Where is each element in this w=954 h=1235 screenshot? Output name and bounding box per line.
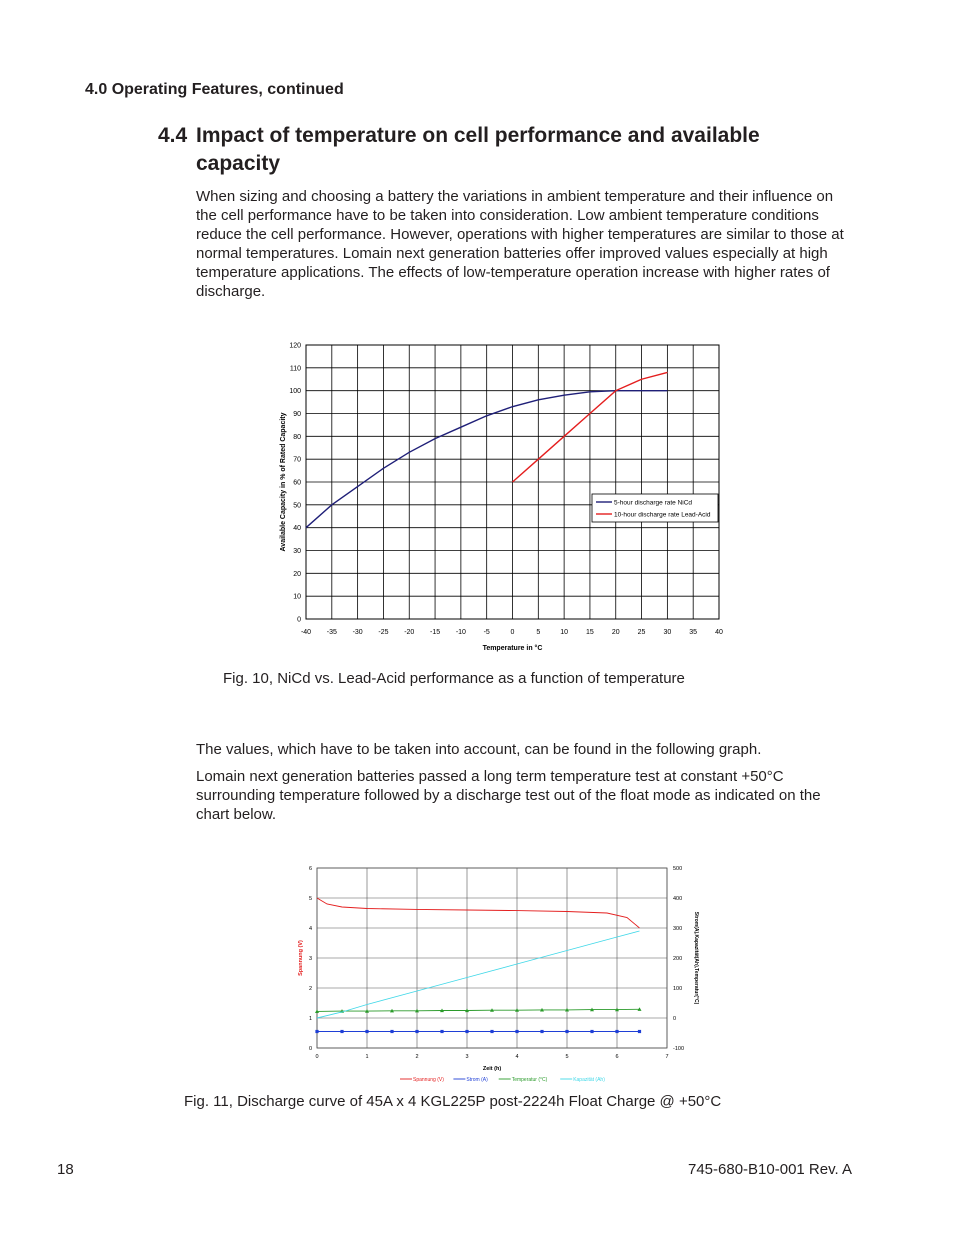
legend-label: 10-hour discharge rate Lead-Acid [614, 511, 711, 519]
legend-label: 5-hour discharge rate NiCd [614, 499, 693, 507]
x-tick-label: -10 [455, 629, 466, 636]
series-marker [340, 1030, 343, 1033]
y-tick-label: 110 [289, 365, 301, 373]
y-tick-label: 90 [293, 411, 301, 418]
heading-number: 4.4 [158, 124, 188, 147]
series-marker [315, 1030, 318, 1033]
series-marker [565, 1030, 568, 1033]
y2-tick-label: 400 [673, 896, 683, 902]
y-tick-label: 10 [293, 593, 301, 601]
x-tick-label: 0 [315, 1054, 319, 1060]
legend-label: Spannung (V) [413, 1077, 444, 1083]
figure-11-caption: Fig. 11, Discharge curve of 45A x 4 KGL225P post-2224h Float Charge @ +50°C [184, 1093, 722, 1110]
legend-label: Kapazität (Ah) [573, 1077, 605, 1083]
section-heading [158, 122, 858, 178]
series-marker [415, 1030, 418, 1033]
x-tick-label: 4 [515, 1054, 519, 1060]
heading-line1: Impact of temperature on cell performance and available [196, 124, 760, 147]
test-paragraph: Lomain next generation batteries passed a long term temperature test at constant +50°C surrounding temperature followed by a discharge test out of the float mode as indicated on the chart below. [196, 768, 821, 823]
series-marker [365, 1030, 368, 1033]
x-tick-label: 15 [586, 629, 594, 636]
series-marker [638, 1030, 641, 1033]
y-tick-label: 120 [289, 342, 301, 350]
y-tick-label: 100 [289, 388, 301, 396]
temperature-capacity-chart [270, 335, 740, 660]
y-tick-label: 30 [293, 548, 301, 555]
x-axis-title: Zeit (h) [482, 1066, 502, 1072]
y2-tick-label: -100 [673, 1046, 685, 1052]
x-tick-label: 3 [465, 1054, 469, 1060]
y2-tick-label: 500 [673, 866, 683, 872]
y2-axis-title: Strom(A),Kapazität(Ah),Temperatur(°C) [693, 911, 699, 1005]
x-tick-label: -25 [378, 629, 389, 636]
y-tick-label: 2 [308, 986, 312, 992]
series-marker [590, 1030, 593, 1033]
y-tick-label: 80 [293, 433, 301, 441]
x-tick-label: 6 [615, 1054, 619, 1060]
y-tick-label: 0 [308, 1046, 312, 1052]
x-tick-label: 40 [715, 629, 723, 636]
heading-line2: capacity [196, 152, 281, 175]
y-axis-title: Spannung (V) [298, 940, 304, 976]
figure-10-caption: Fig. 10, NiCd vs. Lead-Acid performance as a function of temperature [223, 670, 685, 687]
y-tick-label: 1 [308, 1016, 312, 1022]
y2-tick-label: 300 [673, 926, 683, 932]
x-tick-label: -15 [430, 629, 441, 636]
x-tick-label: -5 [483, 629, 490, 636]
y-tick-label: 3 [308, 956, 312, 962]
x-tick-label: 0 [510, 629, 515, 636]
y-tick-label: 6 [308, 866, 312, 872]
series-marker [515, 1030, 518, 1033]
x-tick-label: 30 [663, 629, 672, 636]
x-tick-label: 10 [560, 629, 569, 636]
x-tick-label: 20 [611, 629, 620, 636]
y2-tick-label: 0 [673, 1016, 677, 1022]
y-tick-label: 20 [293, 570, 301, 578]
x-tick-label: 2 [415, 1054, 419, 1060]
legend-label: Strom (A) [466, 1077, 488, 1083]
discharge-curve-chart [290, 860, 720, 1090]
x-tick-label: 5 [565, 1054, 569, 1060]
y-tick-label: 60 [293, 479, 301, 487]
y-tick-label: 70 [293, 456, 301, 464]
x-tick-label: 35 [689, 629, 698, 636]
legend-label: Temperatur (°C) [511, 1077, 548, 1083]
intro-paragraph: When sizing and choosing a battery the variations in ambient temperature and their influence on the cell performance have to be taken into consideration. Low ambient temperature conditions reduce the cell performance. However, operations with higher temperatures are similar to those at normal temperatures. Lomain next generation batteries offer improved values especially at high temperature applications. The effects of low-temperature operation increase with higher rates of discharge. [196, 188, 844, 300]
y-tick-label: 40 [293, 525, 301, 533]
series-marker [465, 1030, 468, 1033]
x-tick-label: -35 [326, 629, 337, 636]
y-tick-label: 50 [293, 502, 301, 510]
x-tick-label: 5 [536, 629, 541, 636]
x-tick-label: -30 [352, 629, 363, 636]
x-tick-label: -20 [404, 629, 415, 636]
y2-tick-label: 100 [673, 986, 683, 992]
x-tick-label: 25 [637, 629, 646, 636]
x-tick-label: 1 [365, 1054, 369, 1060]
y-tick-label: 4 [308, 926, 312, 932]
document-id: 745-680-B10-001 Rev. A [688, 1161, 852, 1178]
series-marker [615, 1030, 618, 1033]
x-axis-title: Temperature in °C [482, 645, 543, 652]
section-header: 4.0 Operating Features, continued [85, 81, 344, 98]
page-number: 18 [57, 1161, 74, 1178]
y-tick-label: 0 [297, 616, 301, 624]
series-marker [540, 1030, 543, 1033]
series-marker [490, 1030, 493, 1033]
series-marker [390, 1030, 393, 1033]
values-paragraph: The values, which have to be taken into account, can be found in the following graph. [196, 741, 762, 758]
y-axis-title: Available Capacity in % of Rated Capacity [280, 412, 287, 552]
y-tick-label: 5 [308, 896, 312, 902]
x-tick-label: 7 [665, 1054, 669, 1060]
series-marker [440, 1030, 443, 1033]
x-tick-label: -40 [300, 629, 312, 636]
y2-tick-label: 200 [673, 956, 683, 962]
